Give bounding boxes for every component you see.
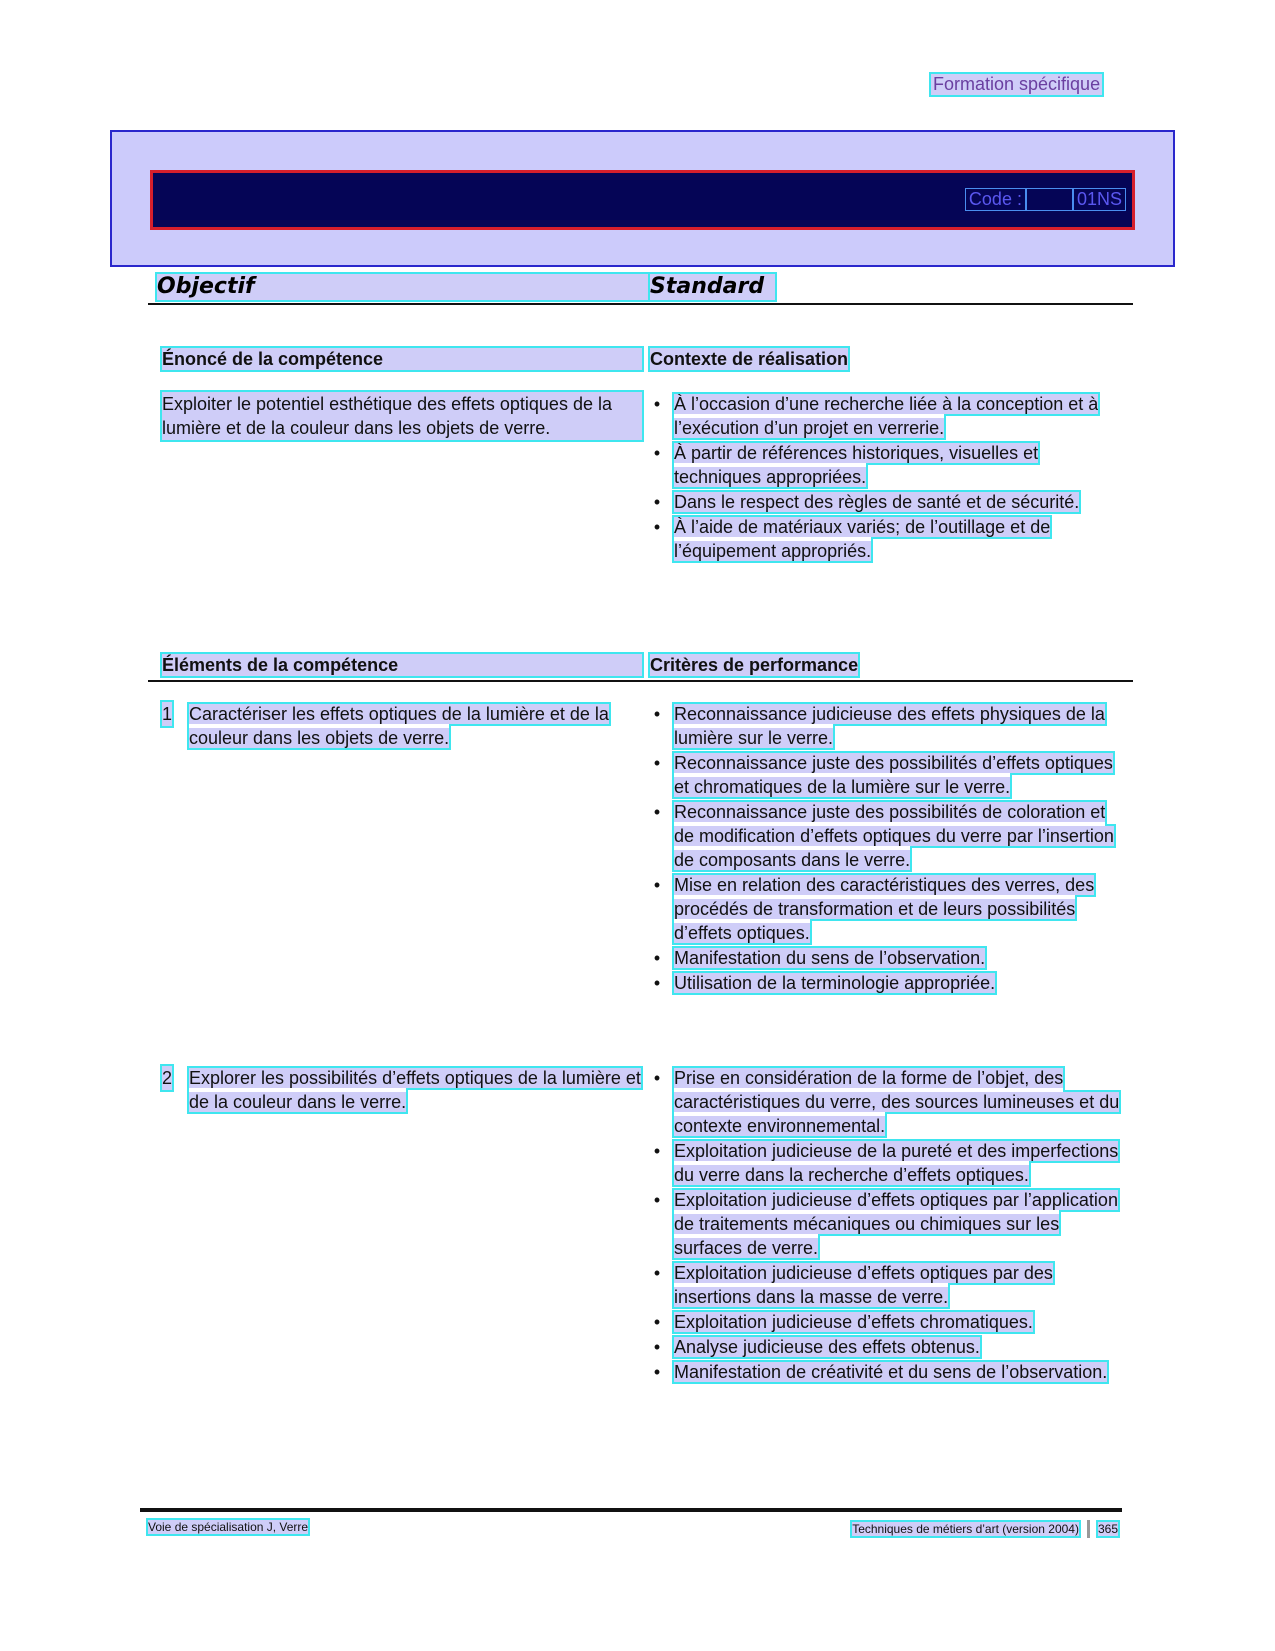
list-item: • Exploitation judicieuse d’effets optiques par l’application de traitements mécaniques ou chimiques sur les surfaces de verre.	[650, 1188, 1120, 1260]
list-item: • Prise en considération de la forme de l’objet, des caractéristiques du verre, des sources lumineuses et du contexte environnemental.	[650, 1066, 1120, 1138]
elements-heading: Éléments de la compétence	[162, 654, 642, 676]
list-item: • À partir de références historiques, visuelles et techniques appropriées.	[650, 441, 1120, 489]
list-item: • Analyse judicieuse des effets obtenus.	[650, 1335, 1120, 1359]
list-item: • Reconnaissance judicieuse des effets physiques de la lumière sur le verre.	[650, 702, 1120, 750]
bullet-icon: •	[653, 394, 661, 414]
bullet-icon: •	[653, 948, 661, 968]
list-item: • Manifestation du sens de l’observation.	[650, 946, 1120, 970]
element-number: 1	[162, 704, 173, 724]
list-item: • Reconnaissance juste des possibilités de coloration et de modification d’effets optiques du verre par l’insertion de composants dans le verre.	[650, 800, 1120, 872]
bullet-icon: •	[653, 1141, 661, 1161]
heading-rule	[148, 303, 1133, 305]
contexte-list	[650, 392, 1120, 563]
elements-rule	[148, 680, 1133, 682]
section-header-label: Formation spécifique	[933, 74, 1101, 94]
list-item: • Exploitation judicieuse d’effets optiques par des insertions dans la masse de verre.	[650, 1261, 1120, 1309]
element-text: Explorer les possibilités d’effets optiques de la lumière et de la couleur dans le verre.	[189, 1068, 641, 1112]
list-item: • Reconnaissance juste des possibilités d’effets optiques et chromatiques de la lumière sur le verre.	[650, 751, 1120, 799]
enonce-section	[162, 348, 642, 440]
criteres-heading: Critères de performance	[650, 655, 859, 675]
competency-code	[965, 188, 1126, 211]
banner-title-bar	[150, 170, 1135, 230]
bullet-icon: •	[653, 443, 661, 463]
list-item: • À l’aide de matériaux variés; de l’outillage et de l’équipement appropriés.	[650, 515, 1120, 563]
bullet-icon: •	[653, 973, 661, 993]
list-item: • Mise en relation des caractéristiques des verres, des procédés de transformation et de leurs possibilités d’effets optiques.	[650, 873, 1120, 945]
competency-banner	[110, 130, 1175, 267]
element-text: Caractériser les effets optiques de la lumière et de la couleur dans les objets de verre.	[189, 704, 609, 748]
code-value: 01NS	[1073, 188, 1126, 211]
list-item: • Exploitation judicieuse de la pureté et des imperfections du verre dans la recherche d’effets optiques.	[650, 1139, 1120, 1187]
list-item: • Dans le respect des règles de santé et de sécurité.	[650, 490, 1120, 514]
bullet-icon: •	[653, 1337, 661, 1357]
code-spacer	[1026, 188, 1073, 211]
bullet-icon: •	[653, 517, 661, 537]
page-footer	[148, 1520, 1118, 1536]
footer-separator	[1087, 1520, 1090, 1538]
bullet-icon: •	[653, 492, 661, 512]
contexte-title: Contexte de réalisation	[650, 349, 849, 369]
bullet-icon: •	[653, 1263, 661, 1283]
column-headings	[150, 274, 1160, 302]
page-number: 365	[1097, 1522, 1118, 1536]
list-item: • À l’occasion d’une recherche liée à la conception et à l’exécution d’un projet en verrerie.	[650, 392, 1120, 440]
element-2-criteria	[650, 1066, 1120, 1385]
element-1	[162, 702, 642, 750]
bullet-icon: •	[653, 1362, 661, 1382]
element-number: 2	[162, 1068, 173, 1088]
list-item: • Manifestation de créativité et du sens de l’observation.	[650, 1360, 1120, 1384]
bullet-icon: •	[653, 802, 661, 822]
code-label: Code :	[965, 188, 1026, 211]
bullet-icon: •	[653, 753, 661, 773]
list-item: • Exploitation judicieuse d’effets chromatiques.	[650, 1310, 1120, 1334]
enonce-text: Exploiter le potentiel esthétique des effets optiques de la lumière et de la couleur dans les objets de verre.	[162, 392, 642, 440]
bullet-icon: •	[653, 1190, 661, 1210]
standard-heading: Standard	[650, 274, 775, 300]
bullet-icon: •	[653, 1312, 661, 1332]
footer-left: Voie de spécialisation J, Verre	[148, 1520, 309, 1534]
bullet-icon: •	[653, 875, 661, 895]
bullet-icon: •	[653, 704, 661, 724]
footer-right: Techniques de métiers d’art (version 2004)	[852, 1522, 1079, 1536]
objectif-heading: Objectif	[157, 274, 657, 300]
bullet-icon: •	[653, 1068, 661, 1088]
contexte-section	[650, 348, 1120, 564]
footer-rule	[140, 1508, 1122, 1512]
list-item: • Utilisation de la terminologie appropriée.	[650, 971, 1120, 995]
element-2	[162, 1066, 642, 1114]
element-1-criteria	[650, 702, 1120, 996]
enonce-title: Énoncé de la compétence	[162, 348, 642, 370]
